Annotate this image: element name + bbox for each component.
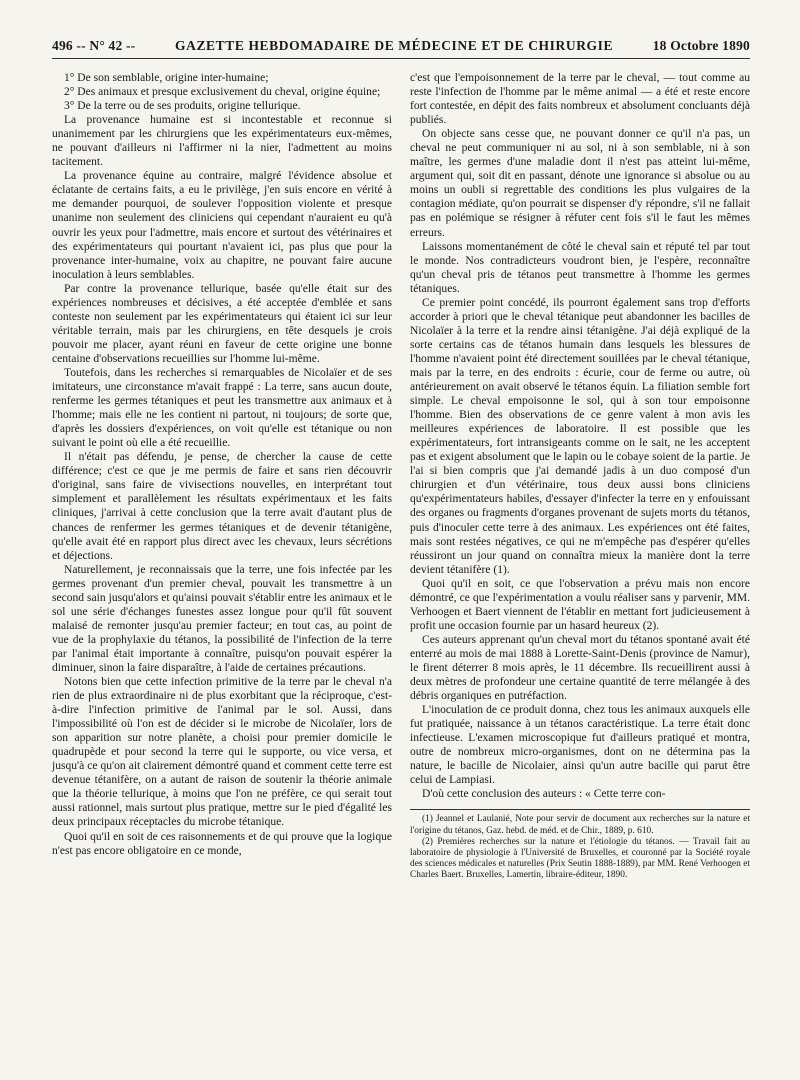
paragraph: La provenance humaine est si incontestable et reconnue si unanimement par les chirurgiens que les expérimentateurs eux-mêmes, ne pouvant d'ailleurs ni l'affirmer ni la nier, l'admettent au moins tacitement. (52, 114, 392, 169)
paragraph: Toutefois, dans les recherches si remarquables de Nicolaïer et de ses imitateurs, une circonstance m'avait frappé : La terre, sans aucun doute, renferme les germes tétaniques et peut les transmettre aux animaux et à l'homme; mais elle ne les contient ni partout, ni toujours; de sorte que, d'après les dossiers d'expériences, on voit qu'elle est tétanique ou non suivant le point où elle a été recueillie. (52, 366, 392, 450)
paragraph: Par contre la provenance tellurique, basée qu'elle était sur des expériences nombreuses et décisives, a été acceptée d'emblée et sans conteste non seulement par les expérimentateurs qui étaient ici sur leur véritable terrain, mais par les chirurgiens, en tête desquels je crois pouvoir me placer, ayant réuni en faveur de cette origine une bonne centaine d'observations recueillies sur l'homme lui-même. (52, 282, 392, 365)
paragraph: Ce premier point concédé, ils pourront également sans trop d'efforts accorder à priori que le cheval tétanique peut abandonner les bacilles de Nicolaïer à la terre et la rendre ainsi tétanigène. J'ai déjà expliqué de la sorte certains cas de tétanos humain dans lesquels les blessures de l'homme n'avaient point été directement souillées par le cheval tétanique, mais par la terre, en des endroits : écurie, cour de ferme ou autre, où antérieurement on avait observé le tétanos équin. La filiation semble fort simple. Le cheval empoisonne le sol, qui à son tour empoisonne l'homme. Bien des observations de ce genre valent à mon avis les meilleures expériences de laboratoire. Il est possible que les expérimentateurs, fort intransigeants comme on le sait, ne les acceptent pas et exigent absolument que le lapin ou le cobaye soient de la partie. Je l'ai si bien compris que j'ai demandé jadis à un duo composé d'un chirurgien et d'un vétérinaire, tous deux aussi bons cliniciens qu'expérimentateurs habiles, d'essayer d'infecter la terre en y enfouissant des organes ou fragments d'organes provenant de sujets morts du tétanos, puis d'inoculer cette terre à des animaux. Les expériences ont été faites, mais sont restées négatives, ce qui ne m'empêche pas d'espérer qu'elles réussiront un jour quand on connaîtra mieux la manière dont la terre devient tétanifère (1). (410, 296, 750, 576)
footnote: (2) Premières recherches sur la nature et l'étiologie du tétanos. — Travail fait au laboratoire de physiologie à l'Université de Bruxelles, et couronné par la Société royale des sciences médicales et naturelles (Prix Seutin 1888-1889), par MM. René Verhoogen et Charles Baert. Bruxelles, Lamertin, libraire-éditeur, 1890. (410, 836, 750, 881)
paragraph: Naturellement, je reconnaissais que la terre, une fois infectée par les germes provenant d'un premier cheval, pouvait les transmettre à un second sain jusqu'alors et qu'ainsi pouvait s'établir entre les animaux et le sol une série d'échanges funestes assez longue pour qu'il fût souvent malaisé de remonter jusqu'au premier facteur; en tout cas, au point de vue de la prophylaxie du tétanos, la possibilité de l'infection de la terre par l'animal était importante à connaître, puisqu'on pouvait espérer la diminuer, sinon la faire disparaître, à l'aide de certaines précautions. (52, 563, 392, 674)
paragraph: Il n'était pas défendu, je pense, de chercher la cause de cette différence; c'est ce que je me permis de faire et sans rien découvrir d'original, sans faire de vivisections nouvelles, en interprétant tout simplement et parallèlement les résultats expérimentaux et les faits cliniques, j'arrivai à cette conclusion que la terre avait d'autant plus de chances de renfermer les germes tétaniques et de devenir tétanigène, qu'elle avait été en rapport plus direct avec les chevaux, leurs sécrétions et déjections. (52, 451, 392, 562)
journal-title: GAZETTE HEBDOMADAIRE DE MÉDECINE ET DE CHIRURGIE (175, 38, 614, 53)
right-column (410, 71, 750, 882)
paragraph: On objecte sans cesse que, ne pouvant donner ce qu'il n'a pas, un cheval ne peut communiquer ni au sol, ni à son semblable, ni à son maître, les germes d'une maladie dont il n'est pas atteint lui-même, argument qui, soit dit en passant, dénote une ignorance si absolue ou au moins un oubli si regrettable des conditions les plus vulgaires de la contagion médiate, qu'on pourrait se dispenser d'y répondre, s'il ne fallait pas en polémique se résigner à réfuter cent fois s'il le faut les mêmes erreurs. (410, 128, 750, 239)
paragraph: L'inoculation de ce produit donna, chez tous les animaux auxquels elle fut pratiquée, naissance à un tétanos caractéristique. La terre était donc infectieuse. L'examen microscopique fut d'ailleurs pratiqué et montra, outre de nombreux micro-organismes, dont on ne détermina pas la nature, le bacille de Nicolaier, ainsi qu'un autre bacille qui parut être celui de Lampiasi. (410, 704, 750, 787)
footnotes (410, 814, 750, 881)
paragraph: La provenance équine au contraire, malgré l'évidence absolue et éclatante de certains faits, a eu le privilège, j'en suis encore en vérité à me demander pourquoi, de soulever l'opposition violente et presque unanime non seulement des cliniciens qui cependant n'auraient eu qu'à ouvrir les yeux pour l'admettre, mais encore et surtout des vétérinaires et des expérimentateurs qui pourtant n'avaient ici, pas plus que pour la provenance inter-humaine, voix au chapitre, ne pouvant faire aucune inoculation à leurs semblables. (52, 170, 392, 281)
footnote-separator (410, 809, 750, 810)
paragraph: 2° Des animaux et presque exclusivement du cheval, origine équine; (64, 86, 381, 99)
paragraph: 3° De la terre ou de ses produits, origine tellurique. (64, 100, 301, 113)
paragraph: Ces auteurs apprenant qu'un cheval mort du tétanos spontané avait été enterré au mois de mai 1888 à Lorette-Saint-Denis (province de Namur), le firent déterrer 8 mois après, le 11 décembre. Ils recueillirent aussi à deux mètres de profondeur une certaine quantité de terre mélangée à des débris organiques en putréfaction. (410, 633, 750, 703)
paragraph: Laissons momentanément de côté le cheval sain et réputé tel par tout le monde. Nos contradicteurs voudront bien, je l'espère, reconnaître qu'un cheval pris de tétanos peut transmettre à l'homme les germes tétaniques. (410, 240, 750, 295)
page-header (52, 38, 750, 59)
paragraph: 1° De son semblable, origine inter-humaine; (64, 72, 269, 84)
paragraph: c'est que l'empoisonnement de la terre par le cheval, — tout comme au reste l'infection de l'homme par le même animal — a été et reste encore fort contestée, en dépit des faits nombreux et absolument concluants déjà publiés. (410, 72, 750, 127)
paragraph: Quoi qu'il en soit, ce que l'observation a prévu mais non encore démontré, ce que l'expérimentation a voulu réaliser sans y parvenir, MM. Verhoogen et Baert viennent de l'établir en mettant fort judicieusement à profit une occasion fournie par un hasard heureux (2). (410, 577, 750, 632)
left-column (52, 71, 392, 882)
page-number: 496 -- N° 42 -- (52, 38, 136, 53)
paragraph: Quoi qu'il en soit de ces raisonnements et de qui prouve que la logique n'est pas encore obligatoire en ce monde, (52, 830, 392, 857)
paragraph: Notons bien que cette infection primitive de la terre par le cheval n'a rien de plus extraordinaire ni de plus exorbitant que la réciproque, c'est-à-dire l'infection primitive de l'animal par le sol. Aussi, dans l'impossibilité où l'on est de décider si le microbe de Nicolaïer, lors de son apparition sur notre planète, a choisi pour premier domicile le quadrupède et pour second la terre qui le supporte, ou vice versa, et jusqu'à ce qu'on ait clairement démontré quand et comment cette terre est devenue tétanifère, on a autant de raison de soutenir la théorie animale que la théorie tellurique, à moins que l'on ne préfère, ce qui serait tout aussi rationnel, mais surtout plus pratique, mettre sur le pied d'égalité les deux principaux réceptacles du microbe tétanique. (52, 676, 392, 829)
right-column-body (410, 71, 750, 801)
footnote: (1) Jeannel et Laulanié, Note pour servir de document aux recherches sur la nature et l'origine du tétanos, Gaz. hebd. de méd. et de Chir., 1889, p. 610. (410, 814, 750, 836)
text-columns (52, 71, 750, 882)
paragraph: D'où cette conclusion des auteurs : « Cette terre con- (422, 788, 666, 801)
issue-date: 18 Octobre 1890 (652, 38, 750, 53)
